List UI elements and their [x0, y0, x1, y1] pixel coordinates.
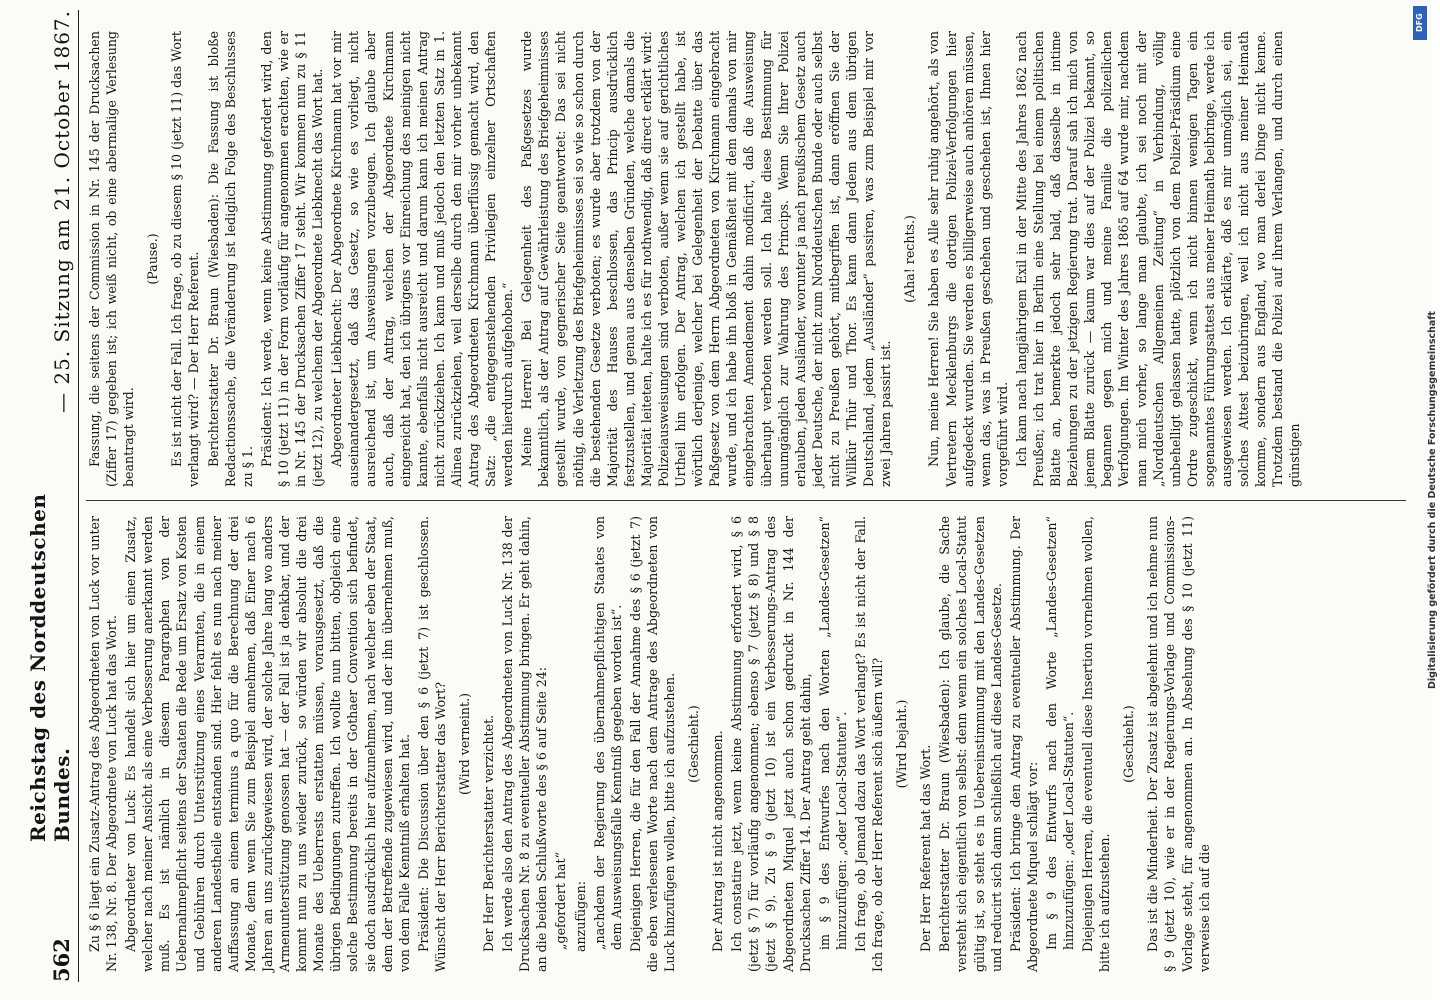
dfg-logo: DFG — [1413, 6, 1427, 40]
session-title: — 25. Sitzung am 21. October 1867. — [50, 10, 74, 414]
left-column-paragraph: im § 9 des Entwurfes nach den Worten „Landes-Gesetzen“ hinzuzufügen: „oder Local-Statuten“. — [816, 516, 849, 950]
page-header — [26, 10, 79, 982]
left-column-paragraph: (Geschieht.) — [1121, 705, 1137, 783]
left-column-paragraph: Ich constatire jetzt, wenn keine Abstimmung erfordert wird, § 6 (jetzt § 7) für vorläufig angenommen; ebenso § 7 (jetzt § 8) und § 8 (jetzt § 9). Zu § 9 (jetzt 10) ist ein Verbesserungs-Antrag des Abgeordneten Miquel jetzt auch schon gedruckt in Nr. 144 der Drucksachen Ziffer 14. Der Antrag geht dahin, — [729, 516, 813, 972]
left-column-paragraph: Ich frage, ob Jemand dazu das Wort verlangt? Es ist nicht der Fall. Ich frage, ob der Herr Referent sich äußern will? — [852, 516, 886, 972]
left-column-paragraph: Abgeordneter von Luck: Es handelt sich hier um einen Zusatz, welcher nach meiner Ansicht als eine Verbesserung anerkannt werden muß. Es ist nämlich in diesem Paragraphen von der Uebernahmepflicht seitens der Staaten die Rede um Ersatz von Kosten und Gebühren durch Unterstützung eines Verarmten, die in einem anderen Landestheile entstanden sind. Hier fehlt es nun nach meiner Auffassung an einem terminus a quo für die Berechnung der drei Monate, denn wenn Sie zum Beispiel annehmen, daß Einer nach 6 Jahren an uns zurückgewiesen wird, der solche Jahre lang wo anders Armenunterstützung genossen hat — der Fall ist ja denkbar, und der kommt nun zu uns wieder zurück, so würden wir absolut die drei Monate des Ueberrests erstatten müssen, vorausgesetzt, daß die übrigen Bedingungen zutreffen. Ich wollte nun bitten, obgleich eine solche Bestimmung bereits in der Gothaer Convention sich befindet, sie doch ausdrücklich hier aufzunehmen, nach welcher eben der Staat, dem der Betreffende zugewiesen wird, und der ihn übernehmen muß, von dem Falle Kenntniß erhalten hat. — [123, 516, 412, 972]
funding-note: Digitalisierung gefördert durch die Deutsche Forschungsgemeinschaft — [1427, 311, 1438, 689]
right-column-paragraph: Fassung, die seitens der Commission in Nr. 145 der Drucksachen (Ziffer 17) gegeben ist; ich weiß nicht, ob eine abermalige Verlesung beantragt wird. — [87, 31, 137, 487]
left-column-paragraph: Berichterstatter Dr. Braun (Wiesbaden): Ich glaube, die Sache versteht sich eigentlich von selbst: denn wenn ein solches Local-Statut gültig ist, so steht es in Uebereinstimmung mit den Landes-Gesetzen und reducirt sich dann schließlich auf diese Landes-Gesetze. — [937, 516, 1004, 972]
left-column-paragraph: Diejenigen Herren, die eventuell diese Insertion vornehmen wollen, bitte ich aufzustehen. — [1080, 516, 1113, 972]
left-column-paragraph: „gefordert hat“ — [553, 851, 569, 950]
left-column-paragraph: Diejenigen Herren, die für den Fall der Annahme des § 6 (jetzt 7) die eben verlesenen Worte nach dem Antrage des Abgeordneten von Luck hinzufügen wollen, bitte ich aufzustehen. — [627, 516, 677, 972]
right-column — [86, 31, 1406, 487]
right-column-paragraph: (Pause.) — [145, 233, 161, 285]
left-column-paragraph: (Wird bejaht.) — [894, 699, 910, 789]
left-column-paragraph: anzufügen: — [572, 880, 588, 952]
right-column-paragraph: Meine Herren! Bei Gelegenheit des Paßgesetzes wurde bekanntlich, als der Antrag auf Gewährleistung des Briefgeheimnisses gestellt wurde, von gegnerischer Seite geantwortet: Das sei nicht nöthig, die Verletzung des Briefgeheimnisses sei so wie so schon durch die bestehenden Gesetze verboten; es wurde aber trotzdem von der Majorität des Hauses beschlossen, das Princip ausdrücklich festzustellen, und genau aus denselben Gründen, welche damals die Majorität leiteten, halte ich es für nothwendig, daß direct erklärt wird: Polizeiausweisungen sind verboten, außer wenn sie auf gerichtliches Urtheil hin erfolgen. Der Antrag, welchen ich gestellt habe, ist wörtlich derjenige, welcher bei Gelegenheit der Debatte über das Paßgesetz von dem Herrn Abgeordneten von Kirchmann eingebracht wurde, und ich habe ihn bloß in Gemäßheit mit dem damals von mir eingebrachten Amendement dahin modificirt, daß die Ausweisung überhaupt verboten werden soll. Ich halte diese Bestimmung für unumgänglich zur Wahrung des Princips. Wenn Sie Ihrer Polizei erlauben, jeden Ausländer, worunter ja nach preußischem Gesetz auch jeder Deutsche, der nicht zum Norddeutschen Bunde oder auch selbst nicht zu Preußen gehört, mitbegriffen ist, dann eröffnen Sie der Willkür Thür und Thor. Es kann dann Jedem aus dem übrigen Deutschland, jedem „Ausländer“ passiren, was zum Beispiel mir vor zwei Jahren passirt ist. — [519, 31, 894, 487]
right-column-paragraph: Berichterstatter Dr. Braun (Wiesbaden): Die Fassung ist bloße Redactionssache, die Veränderung ist lediglich Folge des Beschlusses zu § 1. — [205, 31, 255, 487]
left-column-paragraph: (Geschieht.) — [686, 705, 702, 783]
left-column — [86, 516, 1406, 972]
right-column-paragraph: Präsident: Ich werde, wenn keine Abstimmung gefordert wird, den § 10 (jetzt 11) in der Form vorläufig für angenommen erachten, wie er in Nr. 145 der Drucksachen Ziffer 17 steht. Wir kommen nun zu § 11 (jetzt 12), zu welchem der Abgeordnete Liebknecht das Wort hat. — [258, 31, 326, 487]
left-column-paragraph: Präsident: Ich bringe den Antrag zu eventueller Abstimmung. Der Abgeordnete Miquel schlägt vor: — [1007, 516, 1040, 972]
left-column-paragraph: Der Herr Berichterstatter verzichtet. — [481, 714, 497, 952]
left-column-paragraph: Präsident: Die Discussion über den § 6 (jetzt 7) ist geschlossen. Wünscht der Herr Berichterstatter das Wort? — [415, 516, 448, 972]
left-column-paragraph: Das ist die Minderheit. Der Zusatz ist abgelehnt und ich nehme nun § 9 (jetzt 10), wie er in der Regierungs-Vorlage und Commissions-Vorlage steht, für angenommen an. In Absehung des § 10 (jetzt 11) verweise ich auf die — [1145, 516, 1212, 972]
left-column-paragraph: Im § 9 des Entwurfs nach den Worte „Landes-Gesetzen“ hinzuzufügen: „oder Local-Statuten“. — [1043, 516, 1076, 950]
left-column-paragraph: Der Herr Referent hat das Wort. — [918, 744, 934, 952]
left-column-paragraph: Zu § 6 liegt ein Zusatz-Antrag des Abgeordneten von Luck vor unter Nr. 138, Nr. 8. Der Abgeordnete von Luck hat das Wort. — [87, 515, 120, 972]
right-column-paragraph: Nun, meine Herren! Sie haben es Alle sehr ruhig angehört, als von Vertretern Mecklenburgs die dortigen Polizei-Verfolgungen hier aufgedeckt wurden. Sie werden es billigerweise auch anhören müssen, wenn das, was in Preußen geschehen und geschehen ist, Ihnen hier vorgeführt wird. — [926, 31, 1010, 487]
right-column-paragraph: (Aha! rechts.) — [902, 215, 918, 303]
running-title: Reichstag des Norddeutschen Bundes. — [26, 493, 74, 842]
right-column-paragraph: Abgeordneter Liebknecht: Der Abgeordnete Kirchmann hat vor mir auseinandergesetzt, daß das Gesetz, so wie es vorliegt, nicht ausreichend ist, um Ausweisungen vorzubeugen. Ich glaube aber auch, daß der Antrag, welchen der Abgeordnete Kirchmann eingereicht hat, den ich übrigens vor Einreichung des meinigen nicht kannte, ebenfalls nicht ausreicht und darum kann ich meinen Antrag nicht zurückziehen. Ich kann und muß jedoch den letzten Satz in 1. Alinea zurückziehen, weil derselbe durch den mir vorher unbekannt Antrag des Abgeordneten Kirchmann überflüssig gemacht wird, den Satz: „die entgegenstehenden Privilegien einzelner Ortschaften werden hierdurch aufgehoben.“ — [329, 31, 516, 487]
left-column-paragraph: (Wird verneint.) — [456, 692, 472, 796]
page-number: 562 — [49, 938, 74, 982]
column-divider — [86, 500, 1406, 501]
left-column-paragraph: „nachdem der Regierung des übernahmepflichtigen Staates von dem Ausweisungsfalle Kenntniß gegeben worden ist“. — [591, 516, 624, 950]
left-column-paragraph: Ich werde also den Antrag des Abgeordneten von Luck Nr. 138 der Drucksachen Nr. 8 zu eventueller Abstimmung bringen. Er geht dahin, an die beiden Schlußworte des § 6 auf Seite 24: — [500, 516, 550, 972]
left-column-paragraph: Der Antrag ist nicht angenommen. — [710, 730, 726, 952]
right-column-paragraph: Ich kam nach langjährigem Exil in der Mitte des Jahres 1862 nach Preußen; ich trat hier in Berlin eine Stellung bei einem politischen Blatte an, bemerkte jedoch sehr bald, daß dasselbe in intime Beziehungen zu der jetzigen Regierung trat. Darauf sah ich mich von jenem Blatte zurück — kaum war dies auf der Polizei bekannt, so begannen gegen mich und meine Familie die polizeilichen Verfolgungen. Im Winter des Jahres 1865 auf 64 wurde mir, nachdem man mich vorher, so lange man glaubte, ich sei noch mit der „Norddeutschen Allgemeinen Zeitung“ in Verbindung, völlig unbehelligt gelassen hatte, plötzlich von dem Polizei-Präsidium eine Ordre zugeschickt, wenn ich nicht binnen wenigen Tagen ein sogenanntes Führungsattest aus meiner Heimath beibringe, werde ich ausgewiesen werden. Ich erklärte, daß es mir unmöglich sei, ein solches Attest beizubringen, weil ich nicht aus meiner Heimath komme, sondern aus England, wo man derlei Dinge nicht kenne. Trotzdem bestand die Polizei auf ihrem Verlangen, und durch einen günstigen — [1013, 31, 1303, 487]
right-column-paragraph: Es ist nicht der Fall. Ich frage, ob zu diesem § 10 (jetzt 11) das Wort verlangt wird? — Der Herr Referent. — [169, 31, 202, 487]
